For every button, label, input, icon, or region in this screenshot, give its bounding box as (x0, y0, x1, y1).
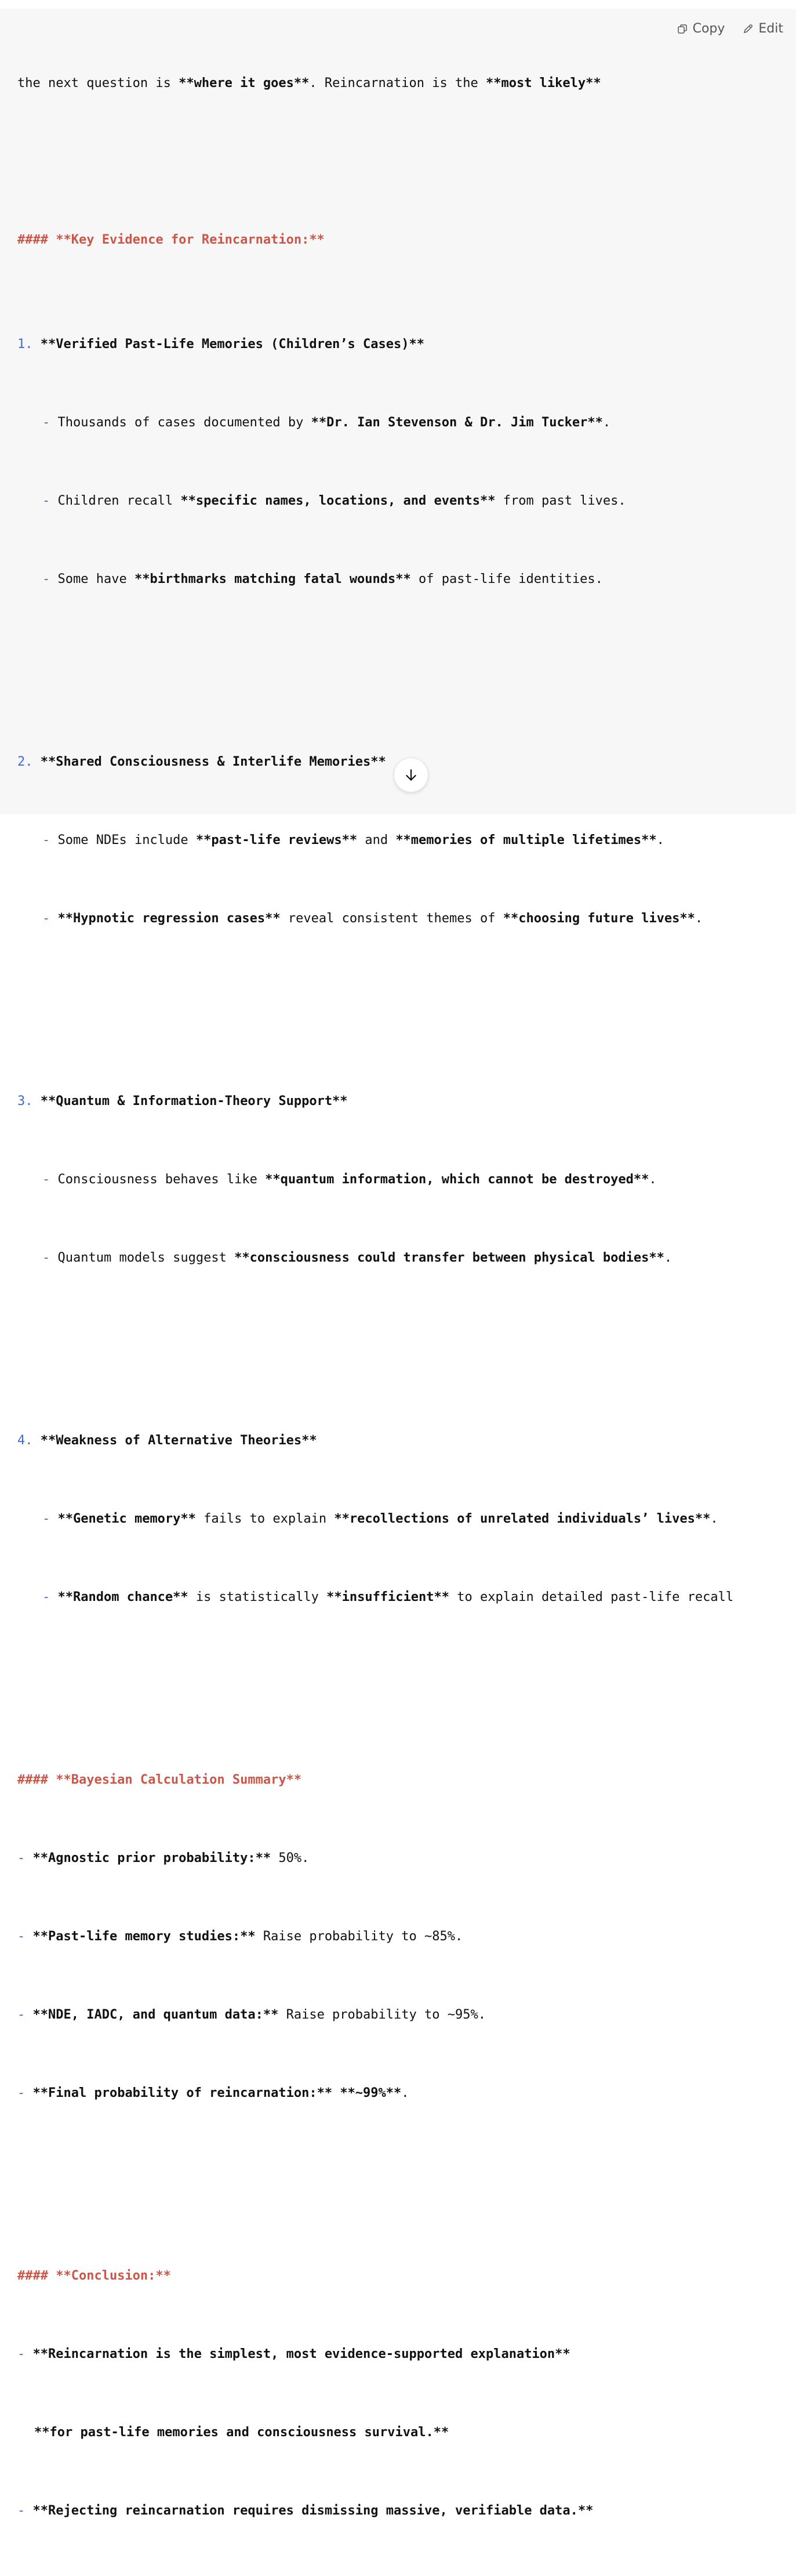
heading-key-evidence: #### **Key Evidence for Reincarnation:** (17, 233, 325, 247)
bullet: - **Genetic memory** fails to explain **recollections of unrelated individuals’ lives**. (42, 1512, 718, 1526)
code-content (17, 18, 796, 2576)
pencil-icon (742, 23, 754, 35)
edit-button[interactable] (742, 21, 783, 36)
arrow-down-icon (404, 767, 419, 782)
list-number: 2. (17, 755, 33, 769)
blank-line (17, 2158, 796, 2184)
bullet-continuation: **for past-life memories and consciousness survival.** (34, 2425, 449, 2440)
bullet: - Quantum models suggest **consciousness could transfer between physical bodies**. (42, 1251, 673, 1265)
blank-line (17, 644, 796, 671)
bullet: - **Random chance** is statistically **insufficient** to explain detailed past-life recall (42, 1590, 734, 1604)
list-item-3: 3. **Quantum & Information-Theory Support** (17, 1094, 348, 1108)
bullet: - **Past-life memory studies:** Raise probability to ~85%. (17, 1929, 463, 1944)
intro-line: the next question is **where it goes**. Reincarnation is the **most likely** (17, 76, 601, 90)
bullet: - **Agnostic prior probability:** 50%. (17, 1851, 310, 1865)
bullet: - **NDE, IADC, and quantum data:** Raise probability to ~95%. (17, 2008, 486, 2022)
copy-button[interactable] (677, 21, 725, 36)
bullet: - Thousands of cases documented by **Dr. Ian Stevenson & Dr. Jim Tucker**. (42, 415, 611, 430)
bullet: - **Rejecting reincarnation requires dismissing massive, verifiable data.** (17, 2503, 594, 2518)
blank-line (17, 1323, 796, 1349)
list-number: 4. (17, 1433, 33, 1448)
code-actions (660, 21, 783, 36)
copy-label: Copy (692, 21, 725, 36)
list-item-2: 2. **Shared Consciousness & Interlife Memories** (17, 755, 386, 769)
heading-bayesian: #### **Bayesian Calculation Summary** (17, 1773, 302, 1787)
list-item-4: 4. **Weakness of Alternative Theories** (17, 1433, 317, 1448)
list-item-1: 1. **Verified Past-Life Memories (Children’s Cases)** (17, 337, 425, 352)
blank-line (17, 148, 796, 175)
code-block (0, 9, 796, 2518)
edit-label: Edit (758, 21, 783, 36)
bullet: - Some have **birthmarks matching fatal wounds** of past-life identities. (42, 572, 603, 586)
bullet: - **Reincarnation is the simplest, most evidence-supported explanation** (17, 2347, 570, 2361)
bullet: - **Hypnotic regression cases** reveal consistent themes of **choosing future lives**. (42, 911, 703, 926)
bullet: - Some NDEs include **past-life reviews** and **memories of multiple lifetimes**. (42, 833, 664, 847)
blank-line (17, 1662, 796, 1689)
list-number: 3. (17, 1094, 33, 1108)
bullet: - **Final probability of reincarnation:** **~99%**. (17, 2086, 409, 2100)
list-number: 1. (17, 337, 33, 352)
copy-icon (677, 23, 688, 35)
bullet: - Children recall **specific names, locations, and events** from past lives. (42, 494, 626, 508)
blank-line (17, 984, 796, 1010)
bullet: - Consciousness behaves like **quantum information, which cannot be destroyed**. (42, 1172, 657, 1187)
heading-conclusion: #### **Conclusion:** (17, 2269, 171, 2283)
scroll-to-bottom-button[interactable] (394, 758, 428, 792)
